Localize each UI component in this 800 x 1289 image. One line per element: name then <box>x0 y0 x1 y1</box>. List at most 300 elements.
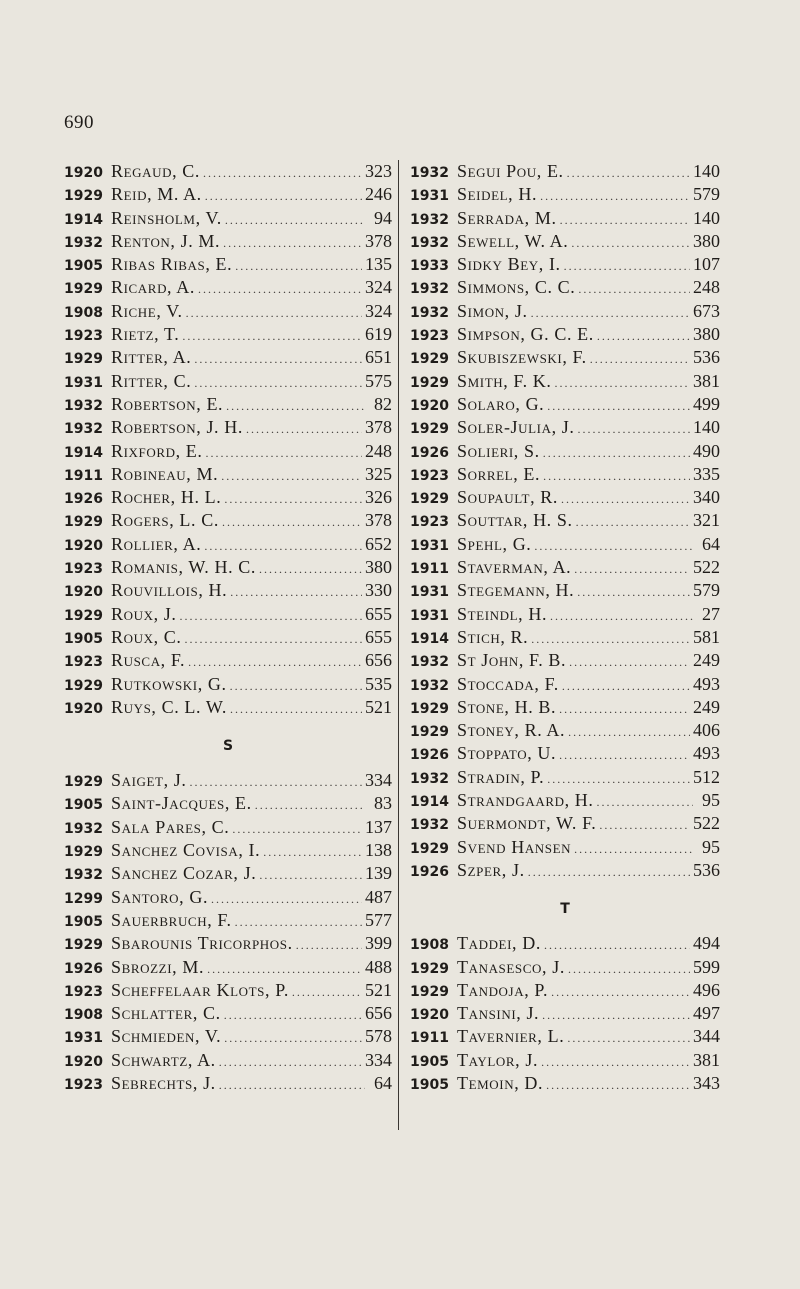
entry-page: 140 <box>693 161 720 181</box>
entry-year: 1929 <box>64 774 103 791</box>
index-entry <box>410 626 720 649</box>
index-entry <box>64 626 392 649</box>
entry-name: Schmieden, V. <box>111 1026 222 1047</box>
entry-page: 249 <box>693 650 720 671</box>
entry-page: 335 <box>693 463 720 484</box>
dot-leader <box>578 418 690 441</box>
entry-year: 1920 <box>64 1053 103 1070</box>
dot-leader <box>224 488 362 511</box>
index-entry <box>64 300 392 323</box>
entry-name: Rietz, T. <box>111 324 180 345</box>
entry-year: 1932 <box>64 867 103 884</box>
entry-year: 1929 <box>410 374 449 391</box>
entry-year: 1932 <box>64 234 103 251</box>
dot-leader <box>543 442 690 465</box>
index-entry <box>64 160 392 183</box>
dot-leader <box>555 372 691 395</box>
dot-leader <box>255 794 365 817</box>
entry-name: Rollier, A. <box>111 533 202 554</box>
dot-leader <box>296 934 362 957</box>
entry-page: 380 <box>693 324 720 345</box>
entry-name: Simmons, C. C. <box>457 277 576 298</box>
entry-name: Taylor, J. <box>457 1049 539 1070</box>
entry-name: Simpson, G. C. E. <box>457 324 594 345</box>
entry-page: 577 <box>365 909 392 930</box>
entry-page: 137 <box>365 816 392 837</box>
entry-page: 139 <box>365 863 392 884</box>
entry-page: 522 <box>693 813 720 834</box>
entry-year: 1926 <box>64 960 103 977</box>
index-entry <box>64 1049 392 1072</box>
index-entry <box>64 393 392 416</box>
index-entry <box>64 323 392 346</box>
dot-leader <box>564 255 690 278</box>
dot-leader <box>574 838 693 861</box>
dot-leader <box>531 628 690 651</box>
entry-year: 1914 <box>64 444 103 461</box>
index-entry <box>410 207 720 230</box>
dot-leader <box>198 278 362 301</box>
entry-year: 1931 <box>410 607 449 624</box>
dot-leader <box>230 581 362 604</box>
entry-page: 651 <box>365 347 392 368</box>
entry-page: 334 <box>365 770 392 791</box>
index-entry <box>64 839 392 862</box>
index-entry <box>64 509 392 532</box>
index-entry <box>410 440 720 463</box>
entry-year: 1932 <box>64 397 103 414</box>
entry-year: 1911 <box>410 561 449 578</box>
dot-leader <box>534 535 693 558</box>
index-entry <box>64 886 392 909</box>
dot-leader <box>223 232 362 255</box>
entry-page: 246 <box>365 184 392 205</box>
entry-year: 1931 <box>410 584 449 601</box>
entry-year: 1905 <box>64 797 103 814</box>
dot-leader <box>597 791 693 814</box>
entry-page: 399 <box>365 933 392 954</box>
entry-year: 1905 <box>64 258 103 275</box>
index-entry <box>410 160 720 183</box>
section-heading-t: T <box>560 901 570 918</box>
dot-leader <box>184 628 362 651</box>
dot-leader <box>597 325 690 348</box>
entry-year: 1911 <box>410 1030 449 1047</box>
entry-page: 344 <box>693 1026 720 1047</box>
entry-name: Robertson, E. <box>111 393 224 414</box>
index-entry <box>410 979 720 1002</box>
index-entry <box>64 416 392 439</box>
index-entry <box>410 300 720 323</box>
index-entry <box>64 816 392 839</box>
entry-page: 94 <box>374 207 392 228</box>
index-list <box>410 932 720 1095</box>
entry-year: 1920 <box>64 537 103 554</box>
entry-name: Simon, J. <box>457 300 528 321</box>
dot-leader <box>211 888 362 911</box>
entry-page: 340 <box>693 487 720 508</box>
entry-name: Ruys, C. L. W. <box>111 696 227 717</box>
entry-year: 1923 <box>410 514 449 531</box>
entry-page: 381 <box>693 370 720 391</box>
entry-page: 64 <box>702 533 720 554</box>
entry-name: Seidel, H. <box>457 184 538 205</box>
dot-leader <box>179 605 362 628</box>
entry-name: Sauerbruch, F. <box>111 909 232 930</box>
entry-page: 493 <box>693 743 720 764</box>
entry-name: Suermondt, W. F. <box>457 813 597 834</box>
dot-leader <box>550 605 693 628</box>
index-entry <box>64 183 392 206</box>
entry-name: Tanasesco, J. <box>457 956 565 977</box>
entry-year: 1299 <box>64 890 103 907</box>
dot-leader <box>551 981 690 1004</box>
entry-year: 1932 <box>410 817 449 834</box>
entry-year: 1929 <box>64 937 103 954</box>
index-entry <box>64 207 392 230</box>
entry-name: Schwartz, A. <box>111 1049 216 1070</box>
index-entry <box>64 346 392 369</box>
index-entry <box>410 696 720 719</box>
index-entry <box>410 859 720 882</box>
entry-name: Souttar, H. S. <box>457 510 573 531</box>
entry-name: Robertson, J. H. <box>111 417 243 438</box>
entry-year: 1905 <box>64 913 103 930</box>
index-entry <box>64 486 392 509</box>
entry-year: 1932 <box>410 654 449 671</box>
index-entry <box>410 346 720 369</box>
dot-leader <box>292 981 362 1004</box>
dot-leader <box>567 1027 690 1050</box>
entry-name: Solaro, G. <box>457 393 545 414</box>
entry-page: 83 <box>374 793 392 814</box>
dot-leader <box>547 395 690 418</box>
dot-leader <box>194 372 362 395</box>
entry-year: 1929 <box>64 677 103 694</box>
index-entry <box>64 792 392 815</box>
dot-leader <box>540 185 690 208</box>
entry-page: 579 <box>693 184 720 205</box>
dot-leader <box>568 721 690 744</box>
dot-leader <box>230 698 362 721</box>
entry-year: 1920 <box>410 1007 449 1024</box>
index-entry <box>64 696 392 719</box>
entry-year: 1926 <box>64 491 103 508</box>
index-entry <box>410 579 720 602</box>
entry-page: 673 <box>693 300 720 321</box>
index-entry <box>64 276 392 299</box>
dot-leader <box>225 209 365 232</box>
dot-leader <box>222 511 362 534</box>
entry-year: 1914 <box>410 794 449 811</box>
entry-name: Romanis, W. H. C. <box>111 557 257 578</box>
entry-name: Tavernier, L. <box>457 1026 565 1047</box>
entry-name: Spehl, G. <box>457 533 532 554</box>
entry-name: Schlatter, C. <box>111 1003 221 1024</box>
entry-year: 1923 <box>64 1076 103 1093</box>
index-entry <box>410 649 720 672</box>
entry-year: 1920 <box>64 700 103 717</box>
entry-page: 95 <box>702 790 720 811</box>
dot-leader <box>571 232 690 255</box>
dot-leader <box>219 1074 365 1097</box>
entry-year: 1908 <box>64 1007 103 1024</box>
dot-leader <box>562 675 690 698</box>
entry-name: Rogers, L. C. <box>111 510 219 531</box>
entry-year: 1931 <box>64 1030 103 1047</box>
dot-leader <box>560 209 690 232</box>
entry-page: 378 <box>365 417 392 438</box>
entry-page: 380 <box>693 230 720 251</box>
index-entry <box>410 673 720 696</box>
dot-leader <box>188 651 362 674</box>
dot-leader <box>541 1051 690 1074</box>
index-entry <box>410 393 720 416</box>
index-entry <box>410 742 720 765</box>
dot-leader <box>578 278 690 301</box>
entry-page: 522 <box>693 557 720 578</box>
entry-year: 1923 <box>410 467 449 484</box>
entry-year: 1905 <box>410 1053 449 1070</box>
entry-page: 494 <box>693 933 720 954</box>
entry-name: Scheffelaar Klots, P. <box>111 979 289 1000</box>
entry-year: 1920 <box>64 165 103 181</box>
entry-name: Sebrechts, J. <box>111 1072 216 1093</box>
dot-leader <box>531 302 690 325</box>
entry-year: 1931 <box>410 188 449 205</box>
entry-name: Skubiszewski, F. <box>457 347 587 368</box>
entry-year: 1929 <box>64 281 103 298</box>
entry-page: 27 <box>702 603 720 624</box>
entry-name: Rouvillois, H. <box>111 580 228 601</box>
entry-page: 578 <box>365 1026 392 1047</box>
dot-leader <box>547 768 690 791</box>
entry-name: Solieri, S. <box>457 440 540 461</box>
index-entry <box>410 789 720 812</box>
entry-name: Sbrozzi, M. <box>111 956 205 977</box>
dot-leader <box>194 348 362 371</box>
entry-page: 107 <box>693 254 720 275</box>
entry-page: 248 <box>365 440 392 461</box>
entry-name: Stegemann, H. <box>457 580 575 601</box>
index-entry <box>64 1072 392 1095</box>
entry-page: 325 <box>365 463 392 484</box>
dot-leader <box>576 511 690 534</box>
index-column-left <box>64 160 392 1095</box>
entry-name: Roux, C. <box>111 626 182 647</box>
dot-leader <box>528 861 690 884</box>
entry-year: 1908 <box>410 937 449 954</box>
entry-year: 1914 <box>64 211 103 228</box>
dot-leader <box>577 581 690 604</box>
dot-leader <box>221 465 362 488</box>
entry-page: 140 <box>693 417 720 438</box>
index-list <box>64 769 392 1095</box>
entry-page: 140 <box>693 207 720 228</box>
entry-name: Roux, J. <box>111 603 177 624</box>
entry-year: 1905 <box>64 630 103 647</box>
index-entry <box>410 1072 720 1095</box>
index-entry <box>410 276 720 299</box>
entry-name: Santoro, G. <box>111 886 209 907</box>
entry-page: 521 <box>365 979 392 1000</box>
entry-page: 619 <box>365 324 392 345</box>
dot-leader <box>224 1027 362 1050</box>
dot-leader <box>263 841 362 864</box>
entry-name: Serrada, M. <box>457 207 557 228</box>
entry-page: 536 <box>693 347 720 368</box>
entry-page: 138 <box>365 840 392 861</box>
entry-year: 1929 <box>64 844 103 861</box>
entry-page: 330 <box>365 580 392 601</box>
index-entry <box>64 370 392 393</box>
index-entry <box>410 956 720 979</box>
entry-year: 1932 <box>410 677 449 694</box>
entry-year: 1908 <box>64 304 103 321</box>
index-entry <box>64 956 392 979</box>
entry-year: 1923 <box>64 561 103 578</box>
entry-name: Rixford, E. <box>111 440 203 461</box>
dot-leader <box>599 814 690 837</box>
entry-year: 1932 <box>410 281 449 298</box>
entry-name: Steindl, H. <box>457 603 548 624</box>
entry-page: 406 <box>693 720 720 741</box>
entry-name: Sala Pares, C. <box>111 816 230 837</box>
entry-year: 1932 <box>64 820 103 837</box>
entry-year: 1905 <box>410 1076 449 1093</box>
index-entry <box>64 230 392 253</box>
entry-year: 1926 <box>410 863 449 880</box>
page-number: 690 <box>64 112 94 133</box>
dot-leader <box>559 744 690 767</box>
entry-page: 599 <box>693 956 720 977</box>
dot-leader <box>590 348 690 371</box>
entry-name: Sidky Bey, I. <box>457 254 561 275</box>
entry-year: 1929 <box>410 700 449 717</box>
dot-leader <box>544 934 690 957</box>
index-entry <box>64 769 392 792</box>
index-entry <box>64 579 392 602</box>
index-entry <box>64 533 392 556</box>
index-entry <box>64 1002 392 1025</box>
dot-leader <box>246 418 362 441</box>
index-entry <box>410 1049 720 1072</box>
entry-name: Saint-Jacques, E. <box>111 793 252 814</box>
entry-name: Taddei, D. <box>457 933 541 954</box>
index-entry <box>410 486 720 509</box>
entry-name: Strandgaard, H. <box>457 790 594 811</box>
index-entry <box>64 862 392 885</box>
entry-name: Rocher, H. L. <box>111 487 222 508</box>
entry-name: Stich, R. <box>457 626 529 647</box>
index-entry <box>64 603 392 626</box>
entry-page: 135 <box>365 254 392 275</box>
entry-page: 378 <box>365 230 392 251</box>
entry-year: 1929 <box>64 188 103 205</box>
dot-leader <box>219 1051 362 1074</box>
column-divider <box>398 160 399 1130</box>
entry-name: Szper, J. <box>457 859 525 880</box>
entry-year: 1923 <box>64 983 103 1000</box>
entry-page: 378 <box>365 510 392 531</box>
entry-name: Robineau, M. <box>111 463 219 484</box>
entry-year: 1926 <box>410 747 449 764</box>
entry-name: Stone, H. B. <box>457 696 557 717</box>
entry-year: 1929 <box>410 351 449 368</box>
entry-name: Soupault, R. <box>457 487 558 508</box>
dot-leader <box>543 465 690 488</box>
entry-page: 326 <box>365 487 392 508</box>
entry-year: 1929 <box>410 724 449 741</box>
entry-page: 488 <box>365 956 392 977</box>
entry-page: 656 <box>365 1003 392 1024</box>
index-entry <box>64 932 392 955</box>
entry-name: Ritter, A. <box>111 347 192 368</box>
entry-year: 1929 <box>410 491 449 508</box>
entry-year: 1929 <box>64 514 103 531</box>
index-entry <box>410 370 720 393</box>
entry-name: Staverman, A. <box>457 557 572 578</box>
dot-leader <box>224 1004 362 1027</box>
entry-name: Reid, M. A. <box>111 184 202 205</box>
entry-name: Svend Hansen <box>457 836 572 857</box>
entry-name: Regaud, C. <box>111 161 201 181</box>
entry-page: 82 <box>374 393 392 414</box>
dot-leader <box>235 911 362 934</box>
index-entry <box>410 1025 720 1048</box>
entry-page: 656 <box>365 650 392 671</box>
entry-name: Renton, J. M. <box>111 230 221 251</box>
index-entry <box>64 909 392 932</box>
index-entry <box>410 1002 720 1025</box>
entry-page: 324 <box>365 277 392 298</box>
index-entry <box>410 416 720 439</box>
entry-name: Saiget, J. <box>111 770 187 791</box>
entry-year: 1920 <box>64 584 103 601</box>
dot-leader <box>205 185 362 208</box>
entry-name: Reinsholm, V. <box>111 207 222 228</box>
entry-year: 1929 <box>410 421 449 438</box>
entry-page: 496 <box>693 979 720 1000</box>
entry-year: 1929 <box>64 607 103 624</box>
entry-page: 249 <box>693 696 720 717</box>
index-entry <box>410 766 720 789</box>
entry-page: 343 <box>693 1072 720 1093</box>
entry-page: 321 <box>693 510 720 531</box>
entry-name: Tansini, J. <box>457 1003 540 1024</box>
entry-page: 490 <box>693 440 720 461</box>
entry-page: 652 <box>365 533 392 554</box>
dot-leader <box>561 488 690 511</box>
entry-page: 579 <box>693 580 720 601</box>
dot-leader <box>568 958 690 981</box>
index-entry <box>410 230 720 253</box>
dot-leader <box>559 698 690 721</box>
entry-name: Tandoja, P. <box>457 979 549 1000</box>
entry-year: 1926 <box>410 444 449 461</box>
entry-page: 324 <box>365 300 392 321</box>
entry-name: Sbarounis Tricorphos. <box>111 933 293 954</box>
entry-page: 655 <box>365 626 392 647</box>
entry-year: 1931 <box>64 374 103 391</box>
entry-page: 581 <box>693 626 720 647</box>
section-heading-s: S <box>222 738 234 755</box>
dot-leader <box>546 1074 690 1097</box>
entry-name: Ritter, C. <box>111 370 192 391</box>
index-column-right <box>410 160 720 1095</box>
entry-year: 1923 <box>64 328 103 345</box>
dot-leader <box>542 1004 690 1027</box>
